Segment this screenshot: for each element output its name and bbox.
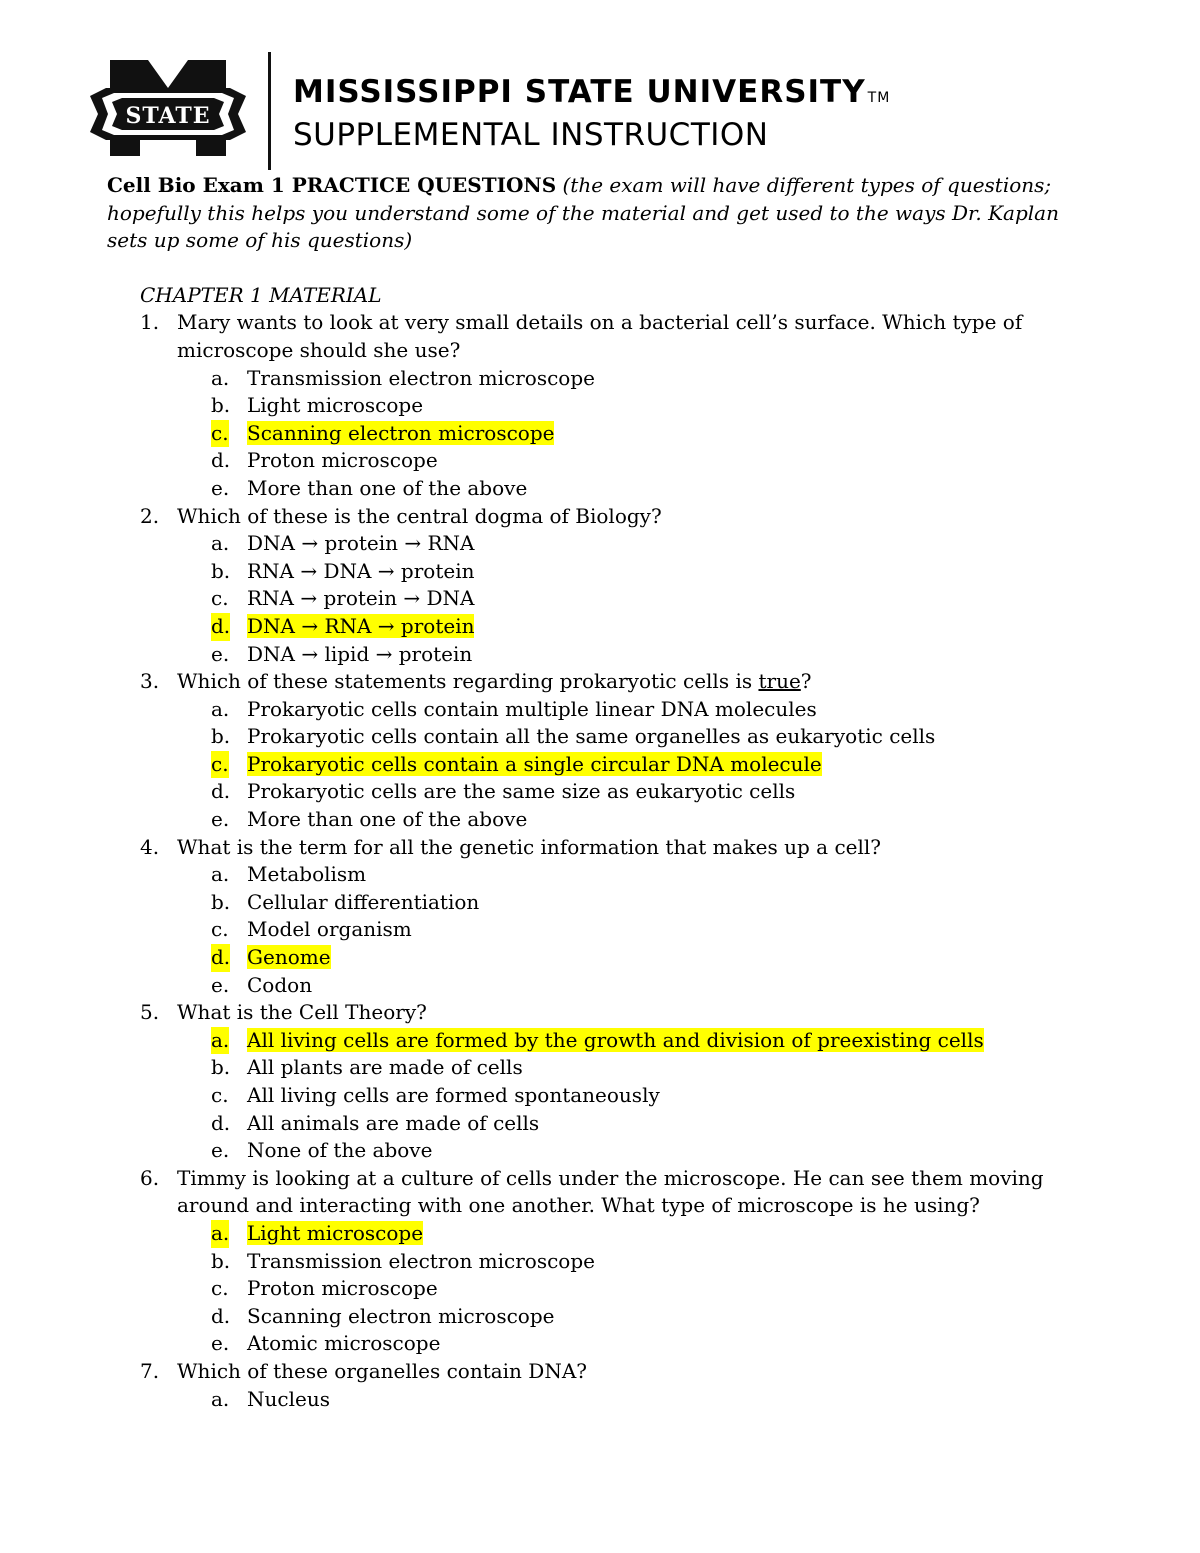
option-text: Prokaryotic cells contain all the same organelles as eukaryotic cells — [247, 724, 936, 749]
option-letter: a. — [211, 1220, 229, 1248]
question-list — [107, 309, 1097, 1413]
question-number: 6. — [140, 1165, 160, 1190]
option-text: DNA → RNA → protein — [247, 613, 475, 638]
option-letter: d. — [211, 779, 231, 804]
answer-option — [107, 1386, 1097, 1414]
answer-option — [107, 1110, 1097, 1138]
option-text: None of the above — [247, 1138, 433, 1163]
program-name: SUPPLEMENTAL INSTRUCTION — [293, 117, 769, 153]
option-letter: b. — [211, 889, 231, 914]
answer-option — [107, 778, 1097, 806]
option-letter: d. — [211, 1110, 231, 1135]
option-letter: c. — [211, 586, 229, 611]
question-text: What is the term for all the genetic information that makes up a cell? — [177, 834, 881, 859]
option-text: Prokaryotic cells contain multiple linear DNA molecules — [247, 696, 817, 721]
option-text: RNA → protein → DNA — [247, 586, 475, 611]
highlighted-answer-option — [107, 1220, 1097, 1248]
answer-option — [107, 861, 1097, 889]
highlighted-answer-option — [107, 944, 1097, 972]
option-letter: a. — [211, 862, 230, 887]
option-text: Transmission electron microscope — [247, 1248, 595, 1273]
logo-state-text: STATE — [125, 103, 211, 129]
option-text: All animals are made of cells — [247, 1110, 540, 1135]
answer-option — [107, 806, 1097, 834]
question-1 — [107, 309, 1097, 364]
question-number: 2. — [140, 503, 160, 528]
question-4 — [107, 834, 1097, 862]
answer-option — [107, 696, 1097, 724]
question-5 — [107, 999, 1097, 1027]
option-letter: e. — [211, 1331, 230, 1356]
option-text: Genome — [247, 945, 331, 970]
highlighted-answer-option — [107, 751, 1097, 779]
option-letter: c. — [211, 917, 229, 942]
question-text: Timmy is looking at a culture of cells under the microscope. He can see them moving around and interacting with one another. What type of microscope is he using? — [177, 1165, 1044, 1218]
question-text: Which of these is the central dogma of Biology? — [177, 503, 662, 528]
header-divider — [268, 52, 271, 170]
answer-option — [107, 392, 1097, 420]
question-number: 5. — [140, 1000, 160, 1025]
question-7 — [107, 1358, 1097, 1386]
option-letter: e. — [211, 807, 230, 832]
option-letter: c. — [211, 420, 229, 448]
answer-option — [107, 365, 1097, 393]
option-text: Scanning electron microscope — [247, 1303, 555, 1328]
answer-option — [107, 475, 1097, 503]
question-number: 7. — [140, 1358, 160, 1383]
option-letter: a. — [211, 531, 230, 556]
option-letter: e. — [211, 641, 230, 666]
answer-option — [107, 1303, 1097, 1331]
answer-option — [107, 1248, 1097, 1276]
answer-option — [107, 558, 1097, 586]
option-letter: c. — [211, 1276, 229, 1301]
answer-option — [107, 530, 1097, 558]
answer-option — [107, 972, 1097, 1000]
answer-option — [107, 1137, 1097, 1165]
option-text: Proton microscope — [247, 448, 438, 473]
option-letter: b. — [211, 1248, 231, 1273]
question-text-part: Which of these statements regarding prokaryotic cells is — [177, 669, 759, 694]
option-text: DNA → lipid → protein — [247, 641, 473, 666]
option-letter: a. — [211, 1027, 229, 1055]
document-body — [107, 172, 1097, 1413]
option-letter: d. — [211, 944, 230, 972]
answer-option — [107, 723, 1097, 751]
question-text: Which of these organelles contain DNA? — [177, 1358, 587, 1383]
question-text — [177, 669, 812, 693]
option-text: Atomic microscope — [247, 1331, 441, 1356]
option-letter: e. — [211, 972, 230, 997]
highlighted-answer-option — [107, 613, 1097, 641]
option-letter: b. — [211, 1055, 231, 1080]
option-letter: a. — [211, 365, 230, 390]
option-letter: a. — [211, 1386, 230, 1411]
option-text: Proton microscope — [247, 1276, 438, 1301]
option-text: Light microscope — [247, 1220, 424, 1245]
option-text: Transmission electron microscope — [247, 365, 595, 390]
document-header — [88, 52, 988, 172]
msu-m-state-logo — [88, 52, 248, 164]
answer-option — [107, 1330, 1097, 1358]
option-text: Metabolism — [247, 862, 367, 887]
option-letter: d. — [211, 1303, 231, 1328]
highlighted-answer-option — [107, 420, 1097, 448]
question-3 — [107, 668, 1097, 696]
option-text: More than one of the above — [247, 807, 528, 832]
brand-block — [293, 74, 890, 154]
question-number: 3. — [140, 669, 160, 694]
university-name — [293, 74, 890, 116]
option-text: All living cells are formed spontaneously — [247, 1083, 660, 1107]
answer-option — [107, 1275, 1097, 1303]
exam-title: Cell Bio Exam 1 PRACTICE QUESTIONS — [107, 173, 557, 197]
answer-option — [107, 889, 1097, 917]
option-letter: b. — [211, 558, 231, 583]
option-text: Cellular differentiation — [247, 889, 480, 914]
chapter-heading: CHAPTER 1 MATERIAL — [140, 282, 382, 307]
option-text: Model organism — [247, 917, 412, 942]
question-text-underlined: true — [758, 669, 801, 694]
option-text: Prokaryotic cells contain a single circular DNA molecule — [247, 751, 822, 776]
option-letter: c. — [211, 1083, 229, 1107]
answer-option — [107, 447, 1097, 475]
option-letter: a. — [211, 696, 230, 721]
option-text: All plants are made of cells — [247, 1055, 523, 1080]
option-letter: d. — [211, 448, 231, 473]
option-letter: b. — [211, 393, 231, 418]
option-text: Prokaryotic cells are the same size as eukaryotic cells — [247, 779, 796, 804]
option-text: Scanning electron microscope — [247, 420, 555, 445]
exam-note: (the exam will have different types of questions; hopefully this helps you understand some of the material and get used to the ways Dr. Kaplan sets up some of his questions) — [107, 173, 1059, 253]
option-text: All living cells are formed by the growth and division of preexisting cells — [247, 1027, 984, 1052]
question-text-part: ? — [800, 669, 812, 694]
answer-option — [107, 641, 1097, 669]
option-text: More than one of the above — [247, 475, 528, 500]
option-letter: d. — [211, 613, 230, 641]
answer-option — [107, 1082, 1097, 1110]
option-text: Codon — [247, 972, 313, 997]
option-text: Nucleus — [247, 1386, 330, 1411]
answer-option — [107, 916, 1097, 944]
question-6 — [107, 1165, 1097, 1220]
question-number: 4. — [140, 834, 160, 859]
answer-option — [107, 1054, 1097, 1082]
option-letter: c. — [211, 751, 229, 779]
trademark-mark: TM — [867, 90, 891, 106]
option-letter: b. — [211, 724, 231, 749]
option-text: RNA → DNA → protein — [247, 558, 475, 583]
answer-option — [107, 585, 1097, 613]
intro-paragraph — [107, 172, 1097, 255]
option-text: Light microscope — [247, 393, 424, 418]
question-2 — [107, 503, 1097, 531]
question-text: What is the Cell Theory? — [177, 1000, 427, 1025]
option-letter: e. — [211, 475, 230, 500]
university-name-text: MISSISSIPPI STATE UNIVERSITY — [293, 74, 866, 110]
option-letter: e. — [211, 1138, 230, 1163]
question-number: 1. — [140, 310, 160, 335]
option-text: DNA → protein → RNA — [247, 531, 475, 556]
question-text: Mary wants to look at very small details on a bacterial cell’s surface. Which type of microscope should she use? — [177, 310, 1023, 362]
highlighted-answer-option — [107, 1027, 1097, 1055]
